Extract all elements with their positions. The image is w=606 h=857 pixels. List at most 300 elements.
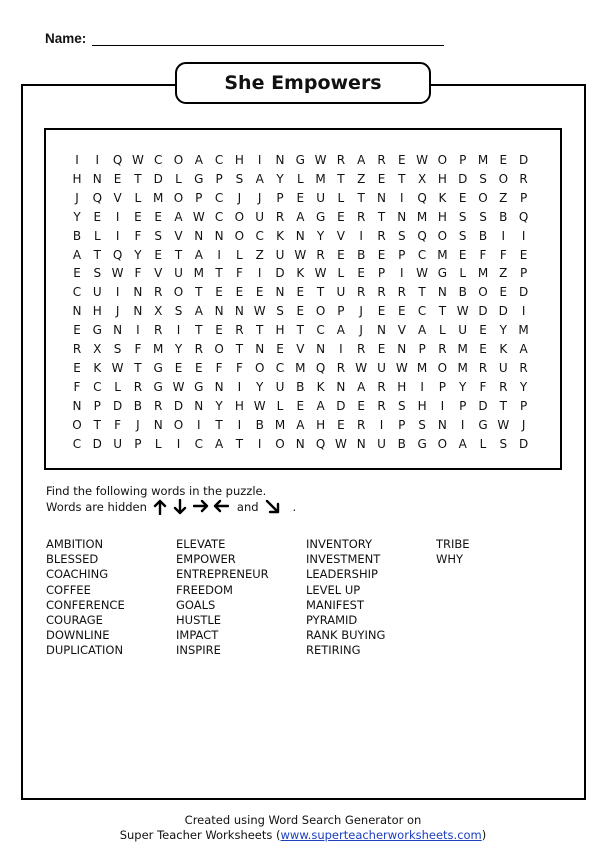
grid-letter[interactable]: R [357, 417, 366, 432]
grid-letter[interactable]: U [498, 360, 508, 375]
grid-letter[interactable]: I [75, 153, 79, 167]
grid-letter[interactable]: M [315, 171, 326, 186]
grid-letter[interactable]: I [136, 323, 140, 338]
grid-letter[interactable]: Q [112, 153, 123, 167]
grid-letter[interactable]: D [498, 304, 508, 319]
grid-letter[interactable]: P [215, 171, 223, 186]
grid-letter[interactable]: T [256, 323, 264, 338]
grid-letter[interactable]: A [214, 436, 224, 451]
grid-letter[interactable]: E [113, 171, 122, 186]
grid-letter[interactable]: G [478, 417, 488, 432]
grid-letter[interactable]: V [113, 190, 122, 205]
grid-letter[interactable]: C [214, 209, 224, 224]
grid-letter[interactable]: R [377, 153, 386, 167]
grid-letter[interactable]: D [153, 171, 163, 186]
grid-letter[interactable]: W [111, 266, 124, 281]
grid-letter[interactable]: D [518, 285, 529, 300]
grid-letter[interactable]: K [316, 379, 325, 394]
grid-letter[interactable]: V [174, 228, 183, 243]
grid-letter[interactable]: J [237, 190, 242, 205]
grid-letter[interactable]: T [93, 417, 101, 432]
grid-letter[interactable]: G [153, 379, 163, 394]
grid-letter[interactable]: N [397, 209, 407, 224]
grid-letter[interactable]: A [194, 247, 203, 262]
grid-letter[interactable]: I [359, 228, 363, 243]
grid-letter[interactable]: E [377, 304, 386, 319]
grid-letter[interactable]: Z [255, 247, 264, 262]
grid-letter[interactable]: R [154, 398, 163, 413]
grid-letter[interactable]: C [214, 153, 224, 167]
grid-letter[interactable]: N [194, 398, 204, 413]
grid-letter[interactable]: J [75, 190, 79, 205]
grid-letter[interactable]: A [357, 379, 366, 394]
grid-letter[interactable]: B [499, 209, 508, 224]
grid-letter[interactable]: M [457, 360, 468, 375]
grid-letter[interactable]: E [499, 153, 508, 167]
grid-letter[interactable]: U [92, 285, 102, 300]
grid-letter[interactable]: O [234, 228, 245, 243]
grid-letter[interactable]: N [295, 436, 305, 451]
grid-letter[interactable]: O [315, 304, 326, 319]
grid-letter[interactable]: N [275, 153, 285, 167]
grid-letter[interactable]: R [194, 342, 203, 356]
grid-letter[interactable]: E [296, 398, 305, 413]
grid-letter[interactable]: R [478, 360, 488, 375]
grid-letter[interactable]: D [92, 436, 102, 451]
grid-letter[interactable]: S [93, 266, 102, 281]
grid-letter[interactable]: A [316, 398, 325, 413]
grid-letter[interactable]: B [458, 285, 467, 300]
grid-letter[interactable]: F [235, 266, 243, 281]
grid-letter[interactable]: T [235, 342, 244, 356]
grid-letter[interactable]: B [357, 247, 366, 262]
grid-letter[interactable]: Z [357, 171, 366, 186]
grid-letter[interactable]: E [134, 209, 142, 224]
grid-letter[interactable]: N [214, 304, 224, 319]
grid-letter[interactable]: G [194, 171, 204, 186]
grid-letter[interactable]: I [197, 417, 201, 432]
grid-letter[interactable]: T [134, 171, 142, 186]
grid-letter[interactable]: D [275, 266, 285, 281]
grid-letter[interactable]: T [377, 209, 386, 224]
grid-letter[interactable]: U [275, 379, 285, 394]
grid-letter[interactable]: V [296, 342, 305, 356]
grid-letter[interactable]: N [295, 228, 305, 243]
grid-letter[interactable]: I [257, 266, 262, 281]
grid-letter[interactable]: R [357, 285, 366, 300]
grid-letter[interactable]: F [134, 342, 142, 356]
grid-letter[interactable]: L [276, 398, 284, 413]
grid-letter[interactable]: N [377, 190, 386, 205]
grid-letter[interactable]: E [337, 417, 345, 432]
grid-letter[interactable]: Y [73, 209, 81, 224]
grid-letter[interactable]: I [115, 209, 120, 224]
grid-letter[interactable]: O [173, 417, 184, 432]
grid-letter[interactable]: S [174, 304, 183, 319]
grid-letter[interactable]: G [417, 436, 427, 451]
grid-letter[interactable]: W [253, 398, 266, 413]
grid-letter[interactable]: P [459, 153, 467, 167]
grid-letter[interactable]: G [92, 323, 102, 338]
grid-letter[interactable]: A [519, 342, 528, 356]
grid-letter[interactable]: E [296, 190, 305, 205]
grid-letter[interactable]: M [477, 153, 489, 167]
grid-letter[interactable]: E [93, 209, 102, 224]
grid-letter[interactable]: M [416, 360, 428, 375]
grid-letter[interactable]: N [356, 436, 366, 451]
grid-letter[interactable]: T [316, 285, 325, 300]
grid-letter[interactable]: G [295, 153, 305, 167]
grid-letter[interactable]: P [519, 190, 528, 205]
grid-letter[interactable]: V [336, 228, 345, 243]
grid-letter[interactable]: G [437, 266, 448, 281]
grid-letter[interactable]: O [437, 436, 448, 451]
grid-letter[interactable]: T [296, 323, 304, 338]
grid-letter[interactable]: Y [459, 379, 467, 394]
grid-letter[interactable]: N [336, 379, 346, 394]
grid-letter[interactable]: K [296, 266, 305, 281]
grid-letter[interactable]: E [154, 209, 162, 224]
grid-letter[interactable]: Q [92, 190, 103, 205]
grid-letter[interactable]: F [499, 247, 507, 262]
grid-letter[interactable]: H [397, 379, 407, 394]
grid-letter[interactable]: U [255, 209, 265, 224]
grid-letter[interactable]: I [237, 379, 242, 394]
grid-letter[interactable]: W [334, 436, 347, 451]
grid-letter[interactable]: M [416, 209, 428, 224]
grid-letter[interactable]: O [254, 360, 265, 375]
grid-letter[interactable]: N [214, 228, 224, 243]
grid-letter[interactable]: E [337, 247, 345, 262]
grid-letter[interactable]: W [416, 266, 429, 281]
grid-letter[interactable]: L [93, 228, 101, 243]
grid-letter[interactable]: M [274, 417, 286, 432]
grid-letter[interactable]: Z [499, 190, 508, 205]
grid-letter[interactable]: W [172, 379, 185, 394]
grid-letter[interactable]: M [477, 266, 489, 281]
grid-letter[interactable]: R [275, 209, 285, 224]
grid-letter[interactable]: Q [315, 360, 326, 375]
grid-letter[interactable]: R [72, 342, 82, 356]
grid-letter[interactable]: O [275, 436, 285, 451]
grid-letter[interactable]: K [276, 228, 284, 243]
grid-letter[interactable]: W [294, 247, 307, 262]
grid-letter[interactable]: W [416, 153, 429, 167]
grid-letter[interactable]: M [153, 190, 164, 205]
grid-letter[interactable]: L [154, 436, 162, 451]
grid-letter[interactable]: P [398, 247, 406, 262]
grid-letter[interactable]: O [437, 228, 448, 243]
grid-letter[interactable]: N [437, 417, 447, 432]
grid-letter[interactable]: F [235, 360, 243, 375]
grid-letter[interactable]: W [253, 304, 266, 319]
grid-letter[interactable]: T [438, 304, 447, 319]
grid-letter[interactable]: M [457, 342, 468, 356]
grid-letter[interactable]: L [337, 266, 345, 281]
grid-letter[interactable]: P [377, 266, 386, 281]
grid-letter[interactable]: S [418, 417, 426, 432]
grid-letter[interactable]: O [437, 153, 448, 167]
grid-letter[interactable]: O [234, 209, 245, 224]
grid-letter[interactable]: S [154, 228, 162, 243]
grid-letter[interactable]: I [400, 190, 404, 205]
grid-letter[interactable]: H [92, 304, 102, 319]
grid-letter[interactable]: T [398, 171, 406, 186]
grid-letter[interactable]: L [459, 266, 467, 281]
grid-letter[interactable]: C [316, 323, 325, 338]
grid-letter[interactable]: E [337, 209, 345, 224]
grid-letter[interactable]: P [519, 266, 528, 281]
grid-letter[interactable]: H [234, 153, 244, 167]
grid-letter[interactable]: U [275, 247, 285, 262]
grid-letter[interactable]: U [174, 266, 183, 281]
grid-letter[interactable]: O [72, 417, 82, 432]
grid-letter[interactable]: H [275, 323, 285, 338]
grid-letter[interactable]: P [195, 190, 203, 205]
grid-letter[interactable]: S [499, 436, 508, 451]
grid-letter[interactable]: C [153, 153, 163, 167]
grid-letter[interactable]: I [339, 342, 343, 356]
grid-letter[interactable]: W [355, 360, 368, 375]
grid-letter[interactable]: I [521, 228, 526, 243]
grid-letter[interactable]: N [397, 342, 407, 356]
grid-letter[interactable]: T [174, 247, 183, 262]
grid-letter[interactable]: A [255, 171, 264, 186]
grid-letter[interactable]: A [72, 247, 82, 262]
grid-letter[interactable]: O [498, 171, 509, 186]
grid-letter[interactable]: P [93, 398, 101, 413]
grid-letter[interactable]: A [357, 153, 366, 167]
grid-letter[interactable]: N [275, 285, 285, 300]
grid-letter[interactable]: A [336, 323, 345, 338]
grid-letter[interactable]: P [438, 379, 447, 394]
grid-letter[interactable]: N [72, 304, 82, 319]
grid-letter[interactable]: O [173, 285, 184, 300]
grid-letter[interactable]: E [255, 285, 264, 300]
grid-letter[interactable]: P [134, 436, 142, 451]
grid-letter[interactable]: S [458, 228, 467, 243]
grid-letter[interactable]: M [193, 266, 204, 281]
grid-letter[interactable]: E [398, 304, 406, 319]
grid-letter[interactable]: Y [174, 342, 183, 356]
grid-letter[interactable]: H [72, 171, 82, 186]
grid-letter[interactable]: E [215, 323, 223, 338]
grid-letter[interactable]: C [194, 436, 203, 451]
grid-letter[interactable]: Q [112, 247, 123, 262]
grid-letter[interactable]: O [478, 285, 488, 300]
grid-letter[interactable]: D [173, 398, 184, 413]
grid-letter[interactable]: N [92, 171, 102, 186]
grid-letter[interactable]: D [478, 304, 488, 319]
grid-letter[interactable]: H [316, 417, 326, 432]
grid-letter[interactable]: S [276, 304, 284, 319]
grid-letter[interactable]: E [235, 285, 244, 300]
grid-letter[interactable]: L [337, 190, 345, 205]
grid-letter[interactable]: E [195, 360, 203, 375]
grid-letter[interactable]: P [519, 398, 528, 413]
grid-letter[interactable]: N [133, 304, 143, 319]
grid-letter[interactable]: G [315, 209, 326, 224]
grid-letter[interactable]: Z [499, 266, 508, 281]
grid-letter[interactable]: R [133, 379, 143, 394]
grid-letter[interactable]: I [237, 417, 242, 432]
grid-letter[interactable]: R [438, 342, 447, 356]
grid-letter[interactable]: D [458, 171, 468, 186]
grid-letter[interactable]: R [154, 323, 163, 338]
grid-letter[interactable]: P [418, 342, 426, 356]
grid-letter[interactable]: D [336, 398, 346, 413]
grid-letter[interactable]: M [437, 247, 448, 262]
grid-letter[interactable]: Q [518, 209, 529, 224]
grid-letter[interactable]: R [235, 323, 244, 338]
grid-letter[interactable]: A [174, 209, 183, 224]
grid-letter[interactable]: E [296, 285, 305, 300]
grid-letter[interactable]: X [417, 171, 427, 186]
grid-letter[interactable]: S [479, 171, 487, 186]
grid-letter[interactable]: E [377, 247, 386, 262]
grid-letter[interactable]: J [359, 323, 363, 338]
grid-letter[interactable]: I [400, 266, 404, 281]
grid-letter[interactable]: U [377, 360, 386, 375]
grid-letter[interactable]: L [114, 379, 121, 394]
grid-letter[interactable]: R [499, 379, 508, 394]
grid-letter[interactable]: J [521, 417, 526, 432]
grid-letter[interactable]: K [499, 342, 508, 356]
grid-letter[interactable]: T [215, 266, 223, 281]
grid-letter[interactable]: U [377, 436, 386, 451]
grid-letter[interactable]: U [336, 285, 346, 300]
grid-letter[interactable]: U [113, 436, 122, 451]
grid-letter[interactable]: N [194, 228, 204, 243]
grid-letter[interactable]: K [93, 360, 102, 375]
grid-letter[interactable]: Q [417, 228, 427, 243]
grid-letter[interactable]: E [73, 323, 81, 338]
grid-letter[interactable]: M [295, 360, 306, 375]
grid-letter[interactable]: B [133, 398, 142, 413]
grid-letter[interactable]: E [296, 304, 305, 319]
grid-letter[interactable]: W [497, 417, 510, 432]
grid-letter[interactable]: J [257, 190, 262, 205]
grid-letter[interactable]: I [176, 436, 181, 451]
grid-letter[interactable]: E [479, 342, 487, 356]
grid-letter[interactable]: N [316, 342, 326, 356]
name-field-line[interactable] [92, 45, 444, 46]
grid-letter[interactable]: G [194, 379, 204, 394]
grid-letter[interactable]: G [153, 360, 163, 375]
grid-letter[interactable]: F [73, 379, 81, 394]
grid-letter[interactable]: R [519, 360, 528, 375]
grid-letter[interactable]: O [478, 190, 488, 205]
grid-letter[interactable]: W [192, 209, 205, 224]
grid-letter[interactable]: E [377, 342, 386, 356]
grid-letter[interactable]: H [437, 171, 447, 186]
grid-letter[interactable]: E [479, 323, 487, 338]
grid-letter[interactable]: N [113, 323, 123, 338]
grid-letter[interactable]: Y [215, 398, 223, 413]
grid-letter[interactable]: R [336, 153, 346, 167]
grid-letter[interactable]: C [275, 360, 285, 375]
grid-letter[interactable]: T [134, 360, 142, 375]
grid-letter[interactable]: W [456, 304, 469, 319]
grid-letter[interactable]: B [478, 228, 488, 243]
grid-letter[interactable]: S [458, 209, 467, 224]
grid-letter[interactable]: I [460, 417, 465, 432]
grid-letter[interactable]: S [479, 209, 487, 224]
grid-letter[interactable]: E [73, 266, 81, 281]
grid-letter[interactable]: A [296, 209, 305, 224]
grid-letter[interactable]: C [255, 228, 264, 243]
grid-letter[interactable]: R [377, 398, 386, 413]
grid-letter[interactable]: N [72, 398, 82, 413]
grid-letter[interactable]: E [458, 247, 467, 262]
grid-letter[interactable]: K [438, 190, 447, 205]
grid-letter[interactable]: T [337, 171, 345, 186]
grid-letter[interactable]: D [518, 153, 529, 167]
grid-letter[interactable]: E [174, 360, 183, 375]
grid-letter[interactable]: C [93, 379, 102, 394]
grid-letter[interactable]: H [417, 398, 427, 413]
grid-letter[interactable]: A [194, 304, 203, 319]
grid-letter[interactable]: W [395, 360, 408, 375]
grid-letter[interactable]: F [479, 379, 487, 394]
grid-letter[interactable]: A [194, 153, 203, 167]
grid-letter[interactable]: M [153, 342, 164, 356]
grid-letter[interactable]: P [398, 417, 406, 432]
grid-letter[interactable]: W [131, 153, 144, 167]
grid-letter[interactable]: I [521, 304, 526, 319]
grid-letter[interactable]: S [113, 342, 122, 356]
grid-letter[interactable]: M [518, 323, 529, 338]
grid-letter[interactable]: U [316, 190, 325, 205]
grid-letter[interactable]: F [479, 247, 487, 262]
grid-letter[interactable]: R [336, 360, 346, 375]
grid-letter[interactable]: E [519, 247, 528, 262]
grid-letter[interactable]: I [176, 323, 181, 338]
grid-letter[interactable]: N [153, 417, 163, 432]
grid-letter[interactable]: I [501, 228, 506, 243]
grid-letter[interactable]: O [173, 190, 184, 205]
grid-letter[interactable]: D [478, 398, 488, 413]
grid-letter[interactable]: Y [519, 379, 528, 394]
grid-letter[interactable]: I [440, 398, 445, 413]
grid-letter[interactable]: E [398, 153, 406, 167]
grid-letter[interactable]: I [115, 285, 120, 300]
grid-letter[interactable]: U [458, 323, 468, 338]
grid-letter[interactable]: E [154, 247, 162, 262]
grid-letter[interactable]: B [255, 417, 264, 432]
grid-letter[interactable]: D [518, 436, 529, 451]
grid-letter[interactable]: Q [315, 436, 326, 451]
grid-letter[interactable]: E [458, 190, 467, 205]
grid-letter[interactable]: J [136, 417, 140, 432]
grid-letter[interactable]: R [377, 228, 386, 243]
grid-letter[interactable]: C [72, 285, 82, 300]
grid-letter[interactable]: N [234, 304, 244, 319]
grid-letter[interactable]: D [112, 398, 123, 413]
grid-letter[interactable]: Q [417, 190, 427, 205]
grid-letter[interactable]: O [214, 342, 224, 356]
grid-letter[interactable]: S [397, 398, 406, 413]
grid-letter[interactable]: E [215, 285, 223, 300]
grid-letter[interactable]: T [499, 398, 507, 413]
grid-letter[interactable]: I [420, 379, 424, 394]
grid-letter[interactable]: I [95, 153, 100, 167]
grid-letter[interactable]: L [134, 190, 142, 205]
grid-letter[interactable]: X [93, 342, 102, 356]
grid-letter[interactable]: B [296, 379, 305, 394]
grid-letter[interactable]: T [235, 436, 244, 451]
grid-letter[interactable]: A [417, 323, 427, 338]
